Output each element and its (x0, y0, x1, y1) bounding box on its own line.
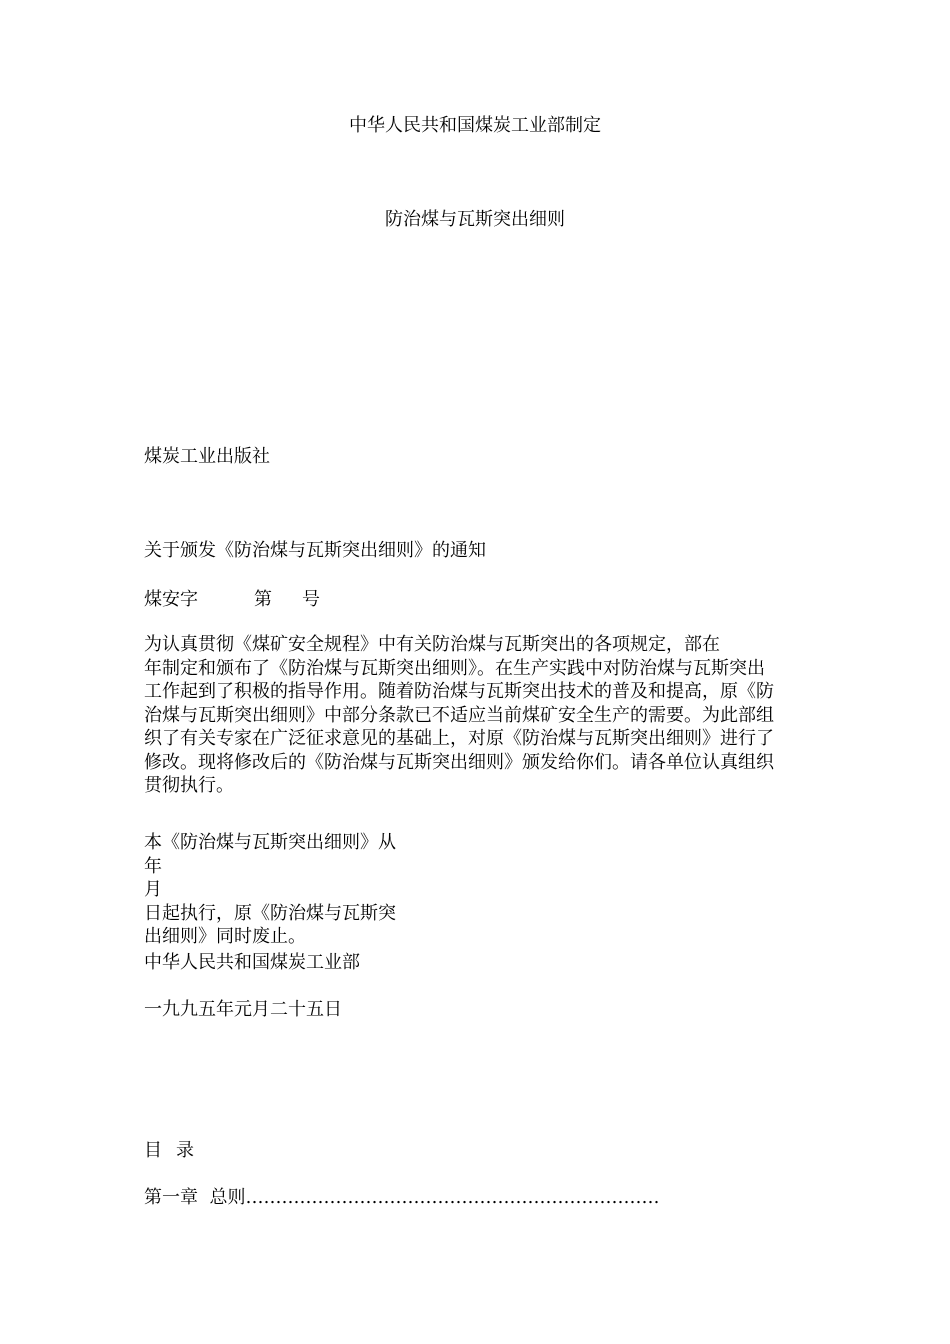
doc-number-hao: 号 (302, 589, 320, 610)
paragraph-line: 为认真贯彻《煤矿安全规程》中有关防治煤与瓦斯突出的各项规定，部在 (144, 634, 720, 655)
issuer-line: 中华人民共和国煤炭工业部制定 (349, 115, 601, 136)
toc-heading-char: 目 (144, 1140, 162, 1161)
doc-number-prefix: 煤安字 (144, 589, 198, 610)
effective-year-label: 年 (144, 855, 162, 877)
paragraph-line: 出细则》同时废止。 (144, 926, 306, 947)
signature-issuer: 中华人民共和国煤炭工业部 (144, 952, 360, 973)
notice-paragraph-1 (144, 633, 814, 798)
effective-month-label: 月 (144, 879, 162, 900)
notice-paragraph-2 (144, 831, 814, 949)
document-number (144, 589, 320, 611)
paragraph-line: 年制定和颁布了《防治煤与瓦斯突出细则》。在生产实践中对防治煤与瓦斯突出 (144, 657, 765, 679)
effective-text-part2: 日起执行，原《防治煤与瓦斯突 (144, 902, 396, 924)
paragraph-line: 织了有关专家在广泛征求意见的基础上，对原《防治煤与瓦斯突出细则》进行了 (144, 728, 774, 749)
toc-heading (144, 1140, 194, 1162)
effective-text-part1: 本《防治煤与瓦斯突出细则》从 (144, 832, 396, 853)
paragraph-line (144, 831, 814, 925)
paragraph-line: 修改。现将修改后的《防治煤与瓦斯突出细则》颁发给你们。请各单位认真组织 (144, 751, 774, 773)
paragraph-line: 工作起到了积极的指导作用。随着防治煤与瓦斯突出技术的普及和提高，原《防 (144, 681, 774, 702)
toc-entry[interactable] (144, 1187, 659, 1209)
toc-heading-char: 录 (176, 1140, 194, 1161)
paragraph-line: 治煤与瓦斯突出细则》中部分条款已不适应当前煤矿安全生产的需要。为此部组 (144, 704, 774, 726)
toc-entry-leader: …………………………………………………………… (245, 1187, 660, 1208)
toc-entry-label: 第一章 总则 (144, 1187, 246, 1208)
publisher-name: 煤炭工业出版社 (144, 446, 270, 467)
doc-number-di: 第 (254, 589, 272, 610)
paragraph-line: 贯彻执行。 (144, 775, 234, 796)
signature-date: 一九九五年元月二十五日 (144, 999, 342, 1020)
document-title: 防治煤与瓦斯突出细则 (385, 209, 565, 230)
notice-heading: 关于颁发《防治煤与瓦斯突出细则》的通知 (144, 540, 486, 561)
